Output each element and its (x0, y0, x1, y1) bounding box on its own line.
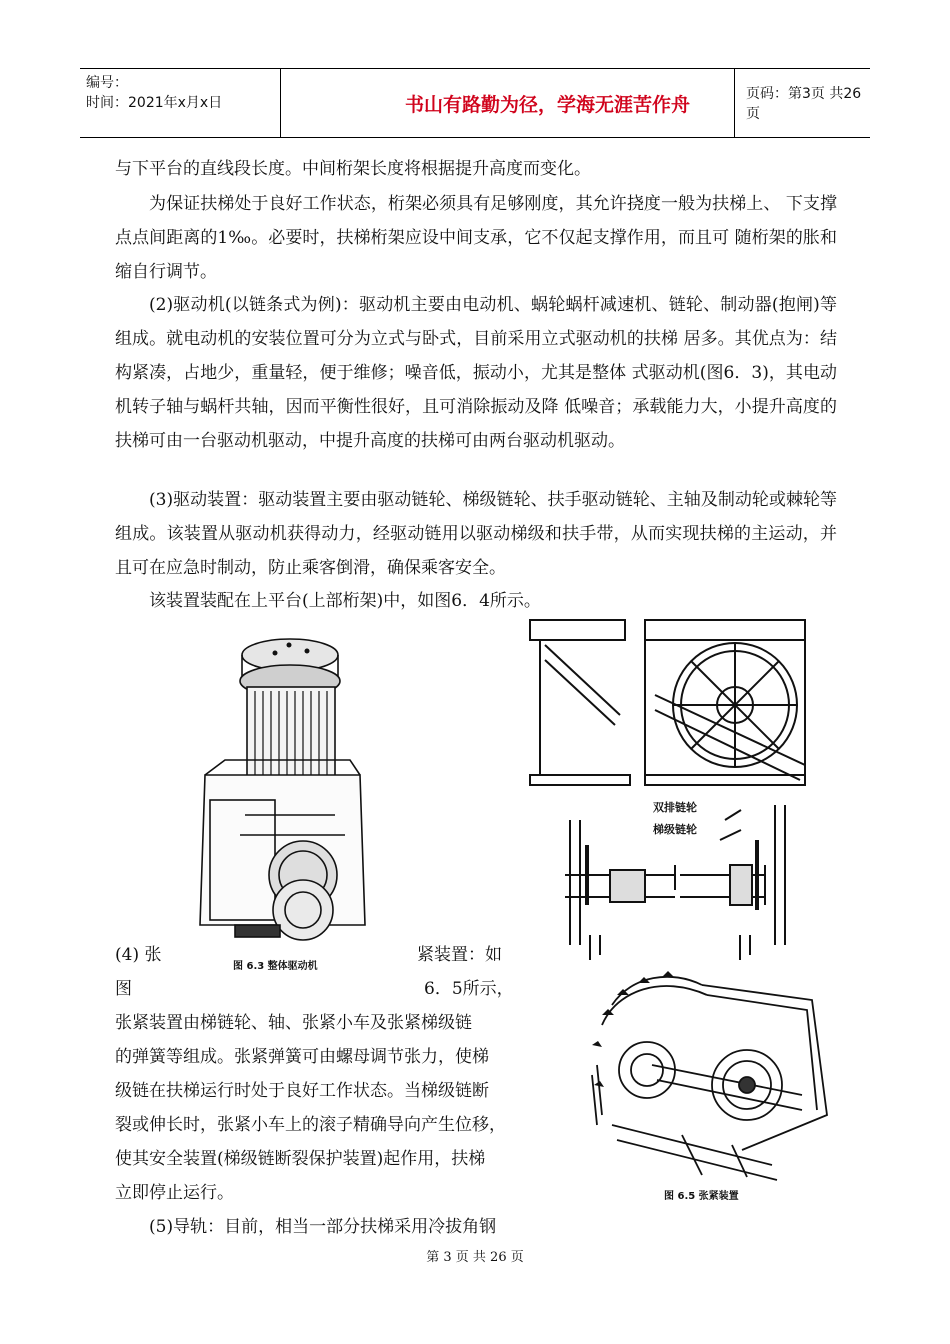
figure-6-5-caption: 图 6.5 张紧装置 (664, 1191, 739, 1202)
paragraph-6-line-6: 立即停止运行。 (115, 1183, 234, 1203)
doc-number-label: 编号： (86, 75, 128, 91)
label-step-sprocket: 梯级链轮 (653, 823, 697, 836)
paragraph-7: (5)导轨：目前，相当一部分扶梯采用冷拔角钢 (149, 1217, 497, 1237)
figure-6-3 (185, 625, 385, 972)
header-motto: 书山有路勤为径，学海无涯苦作舟 (404, 93, 690, 116)
paragraph-6-line-4: 裂或伸长时，张紧小车上的滚子精确导向产生位移， (115, 1115, 506, 1135)
tension-device-illustration (572, 965, 842, 1185)
figure-6-5 (572, 965, 842, 1210)
paragraph-3: (3)驱动装置：驱动装置主要由驱动链轮、梯级链轮、扶手驱动链轮、主轴及制动轮或棘轮等组成。该装置从驱动机获得动力，经驱动链用以驱动梯级和扶手带，从而实现扶梯的主运动，并且可在应急时制动，防止乘客倒滑，确保乘客安全。 (115, 490, 837, 578)
paragraph-6-line-3: 级链在扶梯运行时处于良好工作状态。当梯级链断 (115, 1081, 489, 1101)
header-table (80, 68, 870, 138)
header-page-label: 页码：第3页 共26页 (746, 86, 862, 122)
paragraph-6-line-5: 使其安全装置(梯级链断裂保护装置)起作用，扶梯 (115, 1149, 486, 1169)
figure-6-3-caption: 图 6.3 整体驱动机 (233, 961, 318, 972)
paragraph-5-end: 紧装置：如 (417, 945, 502, 965)
paragraph-0: 与下平台的直线段长度。中间桁架长度将根据提升高度而变化。 (115, 159, 591, 179)
page-footer: 第 3 页 共 26 页 (426, 1250, 524, 1265)
header-left (80, 69, 280, 137)
header-divider (734, 69, 735, 137)
label-double-sprocket: 双排链轮 (653, 801, 697, 814)
paragraph-5-figure-word: 图 (115, 979, 132, 999)
paragraph-2: (2)驱动机(以链条式为例)：驱动机主要由电动机、蜗轮蜗杆减速机、链轮、制动器(抱闸)等组成。就电动机的安装位置可分为立式与卧式，目前采用立式驱动机的扶梯 居多。其优点为：结构紧凑，占地少，重量轻，便于维修；噪音低，振动小，尤其是整体 式驱动机(图6．3)，其电动机转子轴与蜗杆共轴，因而平衡性很好，且可消除振动及降 低噪音；承载能力大，小提升高度的扶梯可由一台驱动机驱动，中提升高度的扶梯可由两台驱动机驱动。 (115, 295, 837, 451)
figure-6-4 (525, 615, 825, 965)
header-divider (280, 69, 281, 137)
paragraph-5-start: (4) 张 (115, 945, 162, 965)
paragraph-6-line-1: 张紧装置由梯链轮、轴、张紧小车及张紧梯级链 (115, 1013, 472, 1033)
drive-machine-illustration (185, 625, 385, 945)
paragraph-6-line-2: 的弹簧等组成。张紧弹簧可由螺母调节张力，使梯 (115, 1047, 489, 1067)
drive-device-illustration (525, 615, 825, 965)
paragraph-5-figure-ref: 6．5所示， (424, 979, 514, 999)
paragraph-4: 该装置装配在上平台(上部桁架)中，如图6．4所示。 (149, 591, 541, 611)
paragraph-1: 为保证扶梯处于良好工作状态，桁架必须具有足够刚度，其允许挠度一般为扶梯上、 下支撑点点间距离的1‰。必要时，扶梯桁架应设中间支承，它不仅起支撑作用，而且可 随桁架的胀和缩自行调节。 (115, 194, 837, 282)
time-label: 时间：2021年x月x日 (86, 95, 223, 111)
